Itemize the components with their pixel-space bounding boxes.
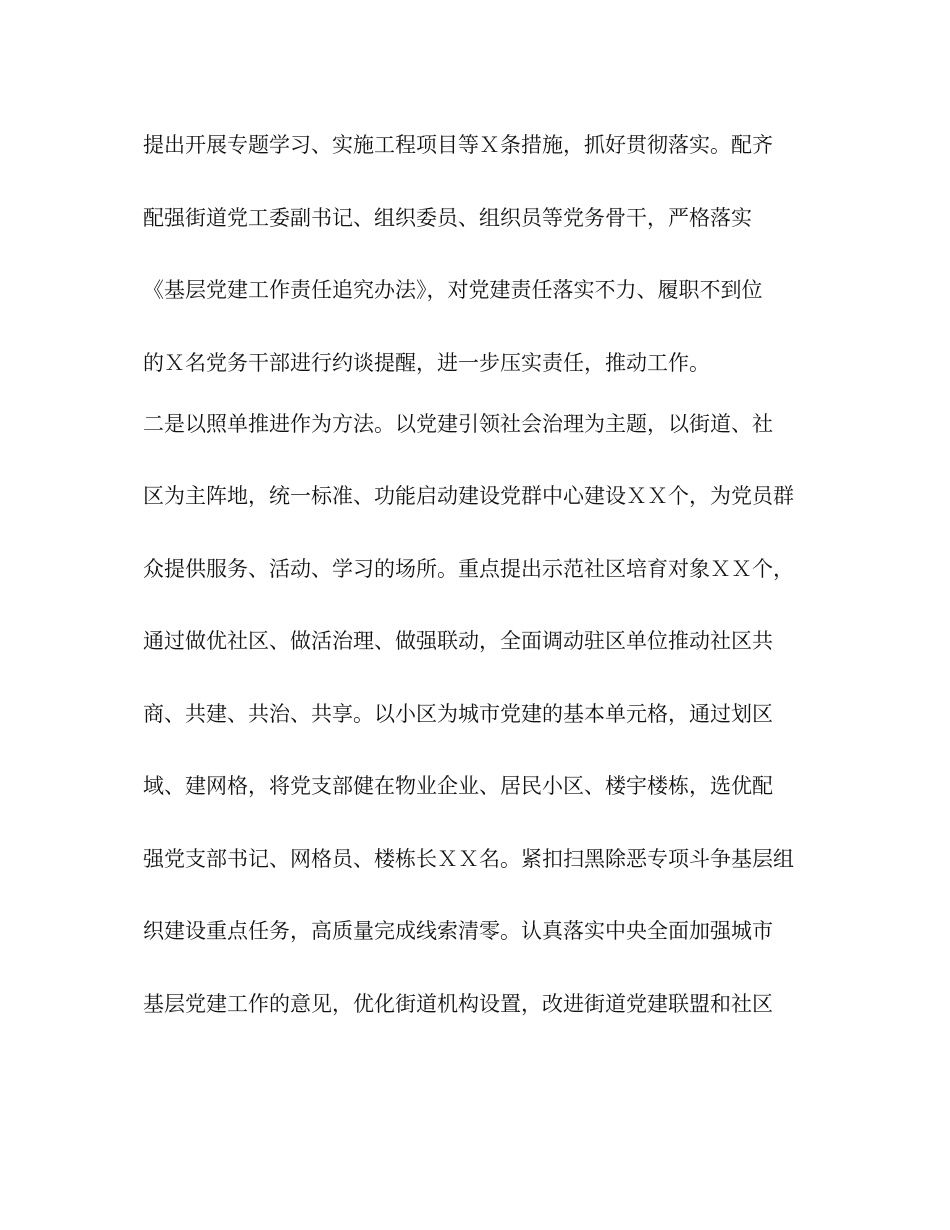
text-line-9: 商、共建、共治、共享。以小区为城市党建的基本单元格，通过划区 bbox=[143, 702, 773, 726]
text-line-11: 强党支部书记、网格员、楼栋长ＸＸ名。紧扣扫黑除恶专项斗争基层组 bbox=[143, 847, 794, 871]
text-line-4: 的Ｘ名党务干部进行约谈提醒，进一步压实责任，推动工作。 bbox=[143, 351, 710, 375]
text-line-10: 域、建网格，将党支部健在物业企业、居民小区、楼宇楼栋，选优配 bbox=[143, 774, 773, 798]
text-line-1: 提出开展专题学习、实施工程项目等Ｘ条措施，抓好贯彻落实。配齐 bbox=[143, 133, 773, 157]
text-line-7: 众提供服务、活动、学习的场所。重点提出示范社区培育对象ＸＸ个， bbox=[143, 557, 794, 581]
text-line-3: 《基层党建工作责任追究办法》，对党建责任落实不力、履职不到位 bbox=[143, 278, 763, 302]
text-line-6: 区为主阵地，统一标准、功能启动建设党群中心建设ＸＸ个，为党员群 bbox=[143, 484, 794, 508]
text-line-8: 通过做优社区、做活治理、做强联动，全面调动驻区单位推动社区共 bbox=[143, 629, 773, 653]
text-line-5: 二是以照单推进作为方法。以党建引领社会治理为主题，以街道、社 bbox=[143, 412, 773, 436]
text-line-13: 基层党建工作的意见，优化街道机构设置，改进街道党建联盟和社区 bbox=[143, 992, 773, 1016]
text-line-2: 配强街道党工委副书记、组织委员、组织员等党务骨干，严格落实 bbox=[143, 206, 752, 230]
text-line-12: 织建设重点任务，高质量完成线索清零。认真落实中央全面加强城市 bbox=[143, 919, 773, 943]
